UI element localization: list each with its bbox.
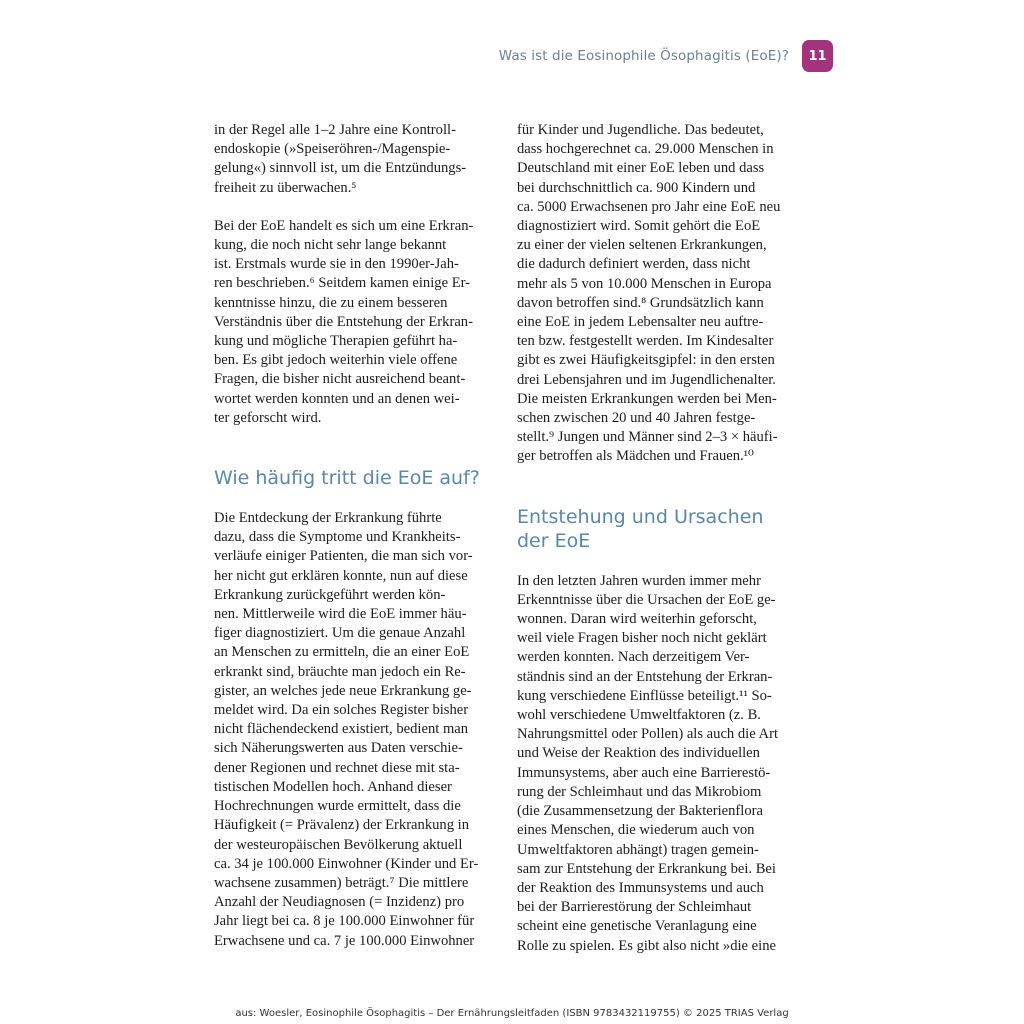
- text-line: ca. 5000 Erwachsenen pro Jahr eine EoE neu: [517, 198, 781, 215]
- text-line: endoskopie (»Speiseröhren-/Magenspie-: [214, 141, 451, 158]
- text-line: kung und mögliche Therapien geführt ha-: [214, 333, 458, 350]
- text-line: der westeuropäischen Bevölkerung aktuell: [214, 836, 463, 853]
- text-line: (die Zusammensetzung der Bakterienflora: [517, 803, 763, 820]
- text-line: Erkenntnisse über die Ursachen der EoE ge-: [517, 591, 776, 608]
- section-heading: [517, 505, 789, 553]
- text-line: nicht flächendeckend existiert, bedient man: [214, 721, 469, 738]
- text-line: wonnen. Daran wird weiterhin geforscht,: [517, 611, 757, 628]
- page-number-badge: 11: [802, 40, 833, 72]
- text-line: ist. Erstmals wurde sie in den 1990er-Jah-: [214, 256, 459, 273]
- paragraph: [214, 217, 486, 428]
- text-line: erkrankt sind, bräuchte man jedoch ein Re-: [214, 663, 466, 680]
- text-line: nen. Mittlerweile wird die EoE immer häu-: [214, 606, 467, 623]
- text-line: Bei der EoE handelt es sich um eine Erkran-: [214, 217, 474, 234]
- text-line: Jahr liegt bei ca. 8 je 100.000 Einwohner für: [214, 913, 475, 930]
- text-line: und Weise der Reaktion des individuellen: [517, 745, 760, 762]
- text-line: Häufigkeit (= Prävalenz) der Erkrankung in: [214, 817, 470, 834]
- text-line: eine EoE in jedem Lebensalter neu auftre-: [517, 314, 764, 331]
- text-line: eines Menschen, die wiederum auch von: [517, 822, 755, 839]
- text-line: bei durchschnittlich ca. 900 Kindern und: [517, 179, 756, 196]
- text-line: gibt es zwei Häufigkeitsgipfel: in den ersten: [517, 352, 775, 369]
- text-line: für Kinder und Jugendliche. Das bedeutet,: [517, 122, 764, 138]
- text-line: Umweltfaktoren abhängt) tragen gemein-: [517, 841, 759, 858]
- text-line: ten bzw. festgestellt werden. Im Kindesalter: [517, 333, 774, 350]
- text-line: kung verschiedene Einflüsse beteiligt.¹¹ So-: [517, 687, 772, 704]
- text-line: Fragen, die bisher nicht ausreichend beant-: [214, 371, 466, 388]
- text-line: tistischen Modellen hoch. Anhand dieser: [214, 778, 452, 795]
- text-line: dass hochgerechnet ca. 29.000 Menschen in: [517, 141, 774, 158]
- source-footer: aus: Woesler, Eosinophile Ösophagitis – Der Ernährungsleitfaden (ISBN 9783432119755) © 2025 TRIAS Verlag: [235, 1008, 789, 1019]
- text-line: Erkrankung zurückgeführt werden kön-: [214, 586, 446, 603]
- text-line: verläufe einiger Patienten, die man sich vor-: [214, 548, 473, 565]
- paragraph: [214, 121, 486, 198]
- text-line: dener Regionen und rechnet diese mit sta-: [214, 759, 460, 776]
- paragraph: [517, 572, 789, 956]
- text-line: stellt.⁹ Jungen und Männer sind 2–3 × häufi-: [517, 429, 778, 446]
- text-line: Die meisten Erkrankungen werden bei Men-: [517, 390, 777, 407]
- text-line: diagnostiziert wird. Somit gehört die EoE: [517, 218, 761, 235]
- text-line: Anzahl der Neudiagnosen (= Inzidenz) pro: [214, 894, 465, 911]
- text-line: an Menschen zu ermitteln, die an einer EoE: [214, 644, 470, 661]
- text-line: ger betroffen als Mädchen und Frauen.¹⁰: [517, 448, 754, 465]
- text-line: her nicht gut erklären konnte, nun auf diese: [214, 567, 468, 584]
- right-column: [517, 121, 789, 956]
- text-line: der Reaktion des Immunsystems und auch: [517, 879, 764, 896]
- text-line: Immunsystems, aber auch eine Barrierestö-: [517, 764, 771, 781]
- text-line: ben. Es gibt jedoch weiterhin viele offene: [214, 352, 458, 369]
- text-line: die dadurch definiert werden, dass nicht: [517, 256, 751, 273]
- text-line: meldet wird. Da ein solches Register bisher: [214, 702, 469, 719]
- text-line: Erwachsene und ca. 7 je 100.000 Einwohner: [214, 932, 475, 949]
- text-line: Entstehung und Ursachen: [517, 505, 764, 528]
- text-line: In den letzten Jahren wurden immer mehr: [517, 572, 761, 589]
- text-line: weil viele Fragen bisher noch nicht geklärt: [517, 630, 767, 647]
- text-line: ständnis sind an der Entstehung der Erkran-: [517, 668, 773, 685]
- paragraph: [517, 121, 789, 467]
- text-line: mehr als 5 von 10.000 Menschen in Europa: [517, 275, 772, 292]
- text-line: wohl verschiedene Umweltfaktoren (z. B.: [517, 707, 761, 724]
- text-line: Verständnis über die Entstehung der Erkran-: [214, 313, 473, 330]
- text-line: sich Näherungswerten aus Daten verschie-: [214, 740, 463, 757]
- text-line: gelung«) sinnvoll ist, um die Entzündungs-: [214, 160, 467, 177]
- text-line: kung, die noch nicht sehr lange bekannt: [214, 237, 447, 254]
- text-line: ren beschrieben.⁶ Seitdem kamen einige Er-: [214, 275, 471, 292]
- text-line: ter geforscht wird.: [214, 409, 322, 426]
- running-head-title: Was ist die Eosinophile Ösophagitis (EoE)?: [498, 48, 789, 64]
- left-column: [214, 121, 486, 951]
- text-line: freiheit zu überwachen.⁵: [214, 179, 357, 196]
- text-line: rung der Schleimhaut und das Mikrobiom: [517, 783, 762, 800]
- text-line: der EoE: [517, 529, 591, 552]
- text-line: bei der Barrierestörung der Schleimhaut: [517, 899, 752, 916]
- text-line: gister, an welches jede neue Erkrankung ge-: [214, 682, 472, 699]
- text-line: schen zwischen 20 und 40 Jahren festge-: [517, 410, 756, 427]
- text-line: Deutschland mit einer EoE leben und dass: [517, 160, 765, 177]
- section-heading: [214, 466, 486, 490]
- text-line: wachsene zusammen) beträgt.⁷ Die mittlere: [214, 874, 469, 891]
- text-line: Die Entdeckung der Erkrankung führte: [214, 510, 442, 527]
- text-line: ca. 34 je 100.000 Einwohner (Kinder und Er-: [214, 855, 479, 872]
- text-line: in der Regel alle 1–2 Jahre eine Kontroll-: [214, 122, 456, 138]
- text-line: figer diagnostiziert. Um die genaue Anzahl: [214, 625, 466, 642]
- text-line: drei Lebensjahren und im Jugendlichenalter.: [517, 371, 776, 388]
- text-line: Nahrungsmittel oder Pollen) als auch die Art: [517, 726, 779, 743]
- text-line: zu einer der vielen seltenen Erkrankungen,: [517, 237, 767, 254]
- text-line: kenntnisse hinzu, die zu einem besseren: [214, 294, 448, 311]
- text-line: Wie häufig tritt die EoE auf?: [214, 467, 480, 490]
- text-line: Rolle zu spielen. Es gibt also nicht »die eine: [517, 937, 776, 954]
- text-line: werden konnten. Nach derzeitigem Ver-: [517, 649, 750, 666]
- text-line: sam zur Entstehung der Erkrankung bei. Bei: [517, 860, 776, 877]
- paragraph: [214, 509, 486, 951]
- text-line: davon betroffen sind.⁸ Grundsätzlich kann: [517, 294, 764, 311]
- text-line: wortet werden konnten und an denen wei-: [214, 390, 460, 407]
- text-line: Hochrechnungen wurde ermittelt, dass die: [214, 798, 461, 815]
- text-line: dazu, dass die Symptome und Krankheits-: [214, 529, 461, 546]
- text-line: scheint eine genetische Veranlagung eine: [517, 918, 757, 935]
